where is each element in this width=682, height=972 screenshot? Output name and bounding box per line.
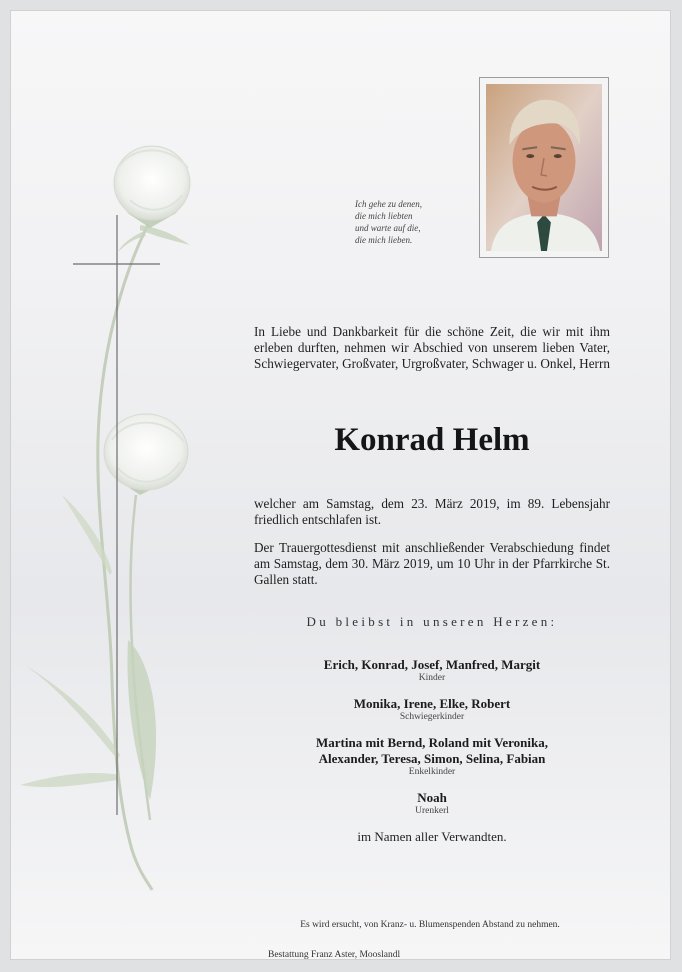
service-paragraph: Der Trauergottesdienst mit anschließender Verabschiedung findet am Samstag, dem 30. März 2019, um 10 Uhr in der Pfarrkirche St. Gallen statt.	[254, 540, 610, 587]
flower-donation-notice: Es wird ersucht, von Kranz- u. Blumenspenden Abstand zu nehmen.	[300, 920, 560, 930]
mourner-relation: Schwiegerkinder	[399, 712, 465, 722]
mourner-group-great-grandchildren	[254, 790, 610, 817]
memorial-quote	[355, 198, 456, 246]
mourner-names: Monika, Irene, Elke, Robert	[353, 696, 511, 711]
mourner-names: Martina mit Bernd, Roland mit Veronika,	[316, 735, 548, 750]
mourner-names: Noah	[417, 790, 447, 805]
mourner-group-grandchildren	[254, 735, 610, 778]
quote-line: Ich gehe zu denen,	[355, 199, 422, 209]
mourner-names: Erich, Konrad, Josef, Manfred, Margit	[323, 657, 541, 672]
mourner-group-children	[254, 657, 610, 684]
motto: Du bleibst in unseren Herzen:	[306, 614, 558, 629]
undertaker-credit: Bestattung Franz Aster, Mooslandl	[268, 950, 401, 960]
deceased-name: Konrad Helm	[334, 422, 530, 458]
intro-paragraph: In Liebe und Dankbarkeit für die schöne Zeit, die wir mit ihm erleben durften, nehmen wir Abschied von unserem lieben Vater, Schwiegervater, Großvater, Urgroßvater, Schwager u. Onkel, Herrn	[254, 324, 610, 371]
portrait-frame	[479, 77, 609, 258]
mourner-group-in-laws	[254, 696, 610, 723]
mourner-relation: Urenkerl	[415, 806, 449, 816]
mourner-relation: Kinder	[418, 673, 446, 683]
quote-line: die mich lieben.	[355, 235, 413, 245]
quote-line: und warte auf die,	[355, 223, 421, 233]
mourner-names: Alexander, Teresa, Simon, Selina, Fabian	[318, 751, 546, 766]
mourner-relation: Enkelkinder	[408, 767, 456, 777]
quote-line: die mich liebten	[355, 211, 413, 221]
portrait-photo	[486, 84, 602, 251]
closing-line: im Namen aller Verwandten.	[357, 829, 507, 844]
passing-paragraph: welcher am Samstag, dem 23. März 2019, im 89. Lebensjahr friedlich entschlafen ist.	[254, 496, 610, 527]
